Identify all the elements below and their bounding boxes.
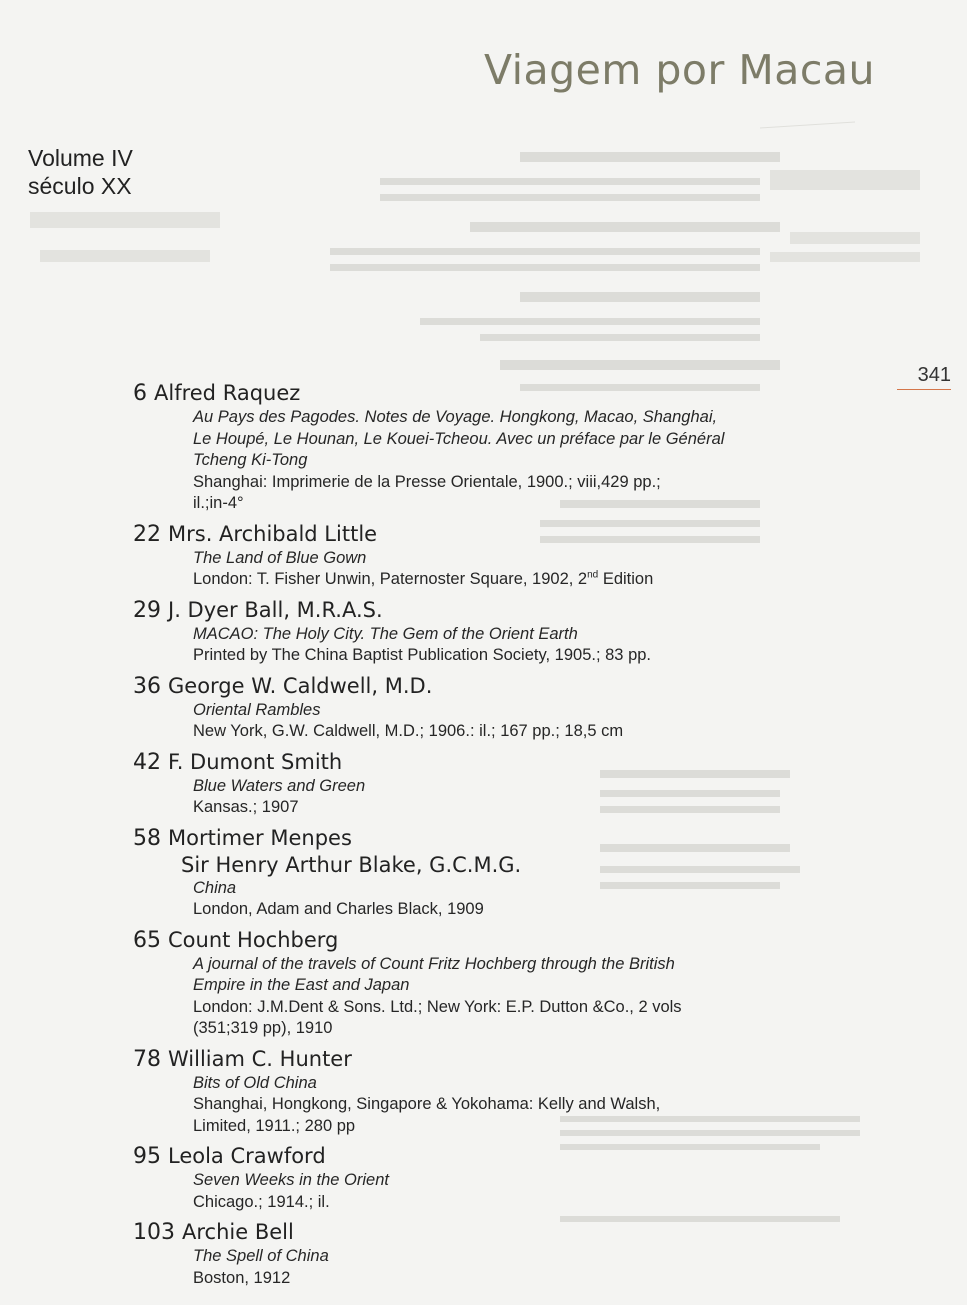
bibliography-entry [133,1046,833,1138]
volume-label [28,144,133,200]
entry-author: F. Dumont Smith [168,749,343,774]
entry-number: 58 [133,825,161,851]
volume-number: Volume IV [28,145,133,171]
entry-publication-line: Printed by The China Baptist Publication Society, 1905.; 83 pp. [193,646,652,664]
entry-author: Count Hochberg [168,927,339,952]
entry-title-line: The Spell of China [193,1247,329,1265]
entry-number: 36 [133,673,161,699]
entry-publication-line: Shanghai: Imprimerie de la Presse Orientale, 1900.; viii,429 pp.; [193,472,661,491]
entry-number: 6 [133,381,147,406]
entry-publication-main: London: T. Fisher Unwin, Paternoster Square, 1902, 2 [193,570,588,588]
bibliography-entry [133,521,833,591]
entry-number: 22 [133,521,161,547]
entry-publication-line: Limited, 1911.; 280 pp [193,1116,356,1135]
bibliography-list [133,380,833,1295]
entry-number: 42 [133,749,161,775]
entry-title-line: Empire in the East and Japan [193,976,410,994]
bibliography-entry [133,825,833,921]
entry-author: Archie Bell [182,1220,294,1244]
entry-title-line: MACAO: The Holy City. The Gem of the Orient Earth [193,624,578,643]
entry-publication-line: (351;319 pp), 1910 [193,1019,333,1037]
entry-number: 29 [133,597,161,623]
entry-publication-line: London, Adam and Charles Black, 1909 [193,900,484,918]
entry-publication-line: London: J.M.Dent & Sons. Ltd.; New York: E.P. Dutton &Co., 2 vols [193,997,682,1016]
entry-number: 103 [133,1220,175,1245]
entry-number: 95 [133,1144,161,1169]
entry-coauthor: Sir Henry Arthur Blake, G.C.M.G. [181,852,522,877]
entry-title-line: Au Pays des Pagodes. Notes de Voyage. Hongkong, Macao, Shanghai, [193,408,718,426]
edition-superscript: nd [587,569,599,581]
entry-title-line: The Land of Blue Gown [193,548,367,567]
entry-publication-line: il.;in-4° [193,494,244,512]
entry-author: Mortimer Menpes [168,825,352,850]
bibliography-entry [133,749,833,819]
entry-number: 78 [133,1046,161,1072]
entry-author: Alfred Raquez [154,381,301,405]
entry-author: Leola Crawford [168,1144,326,1168]
entry-title-line: Tcheng Ki-Tong [193,451,308,469]
bibliography-entry [133,1219,833,1289]
entry-title-line: Le Houpé, Le Hounan, Le Kouei-Tcheou. Avec un préface par le Général [193,429,725,448]
entry-author: George W. Caldwell, M.D. [168,673,433,698]
book-title: Viagem por Macau [483,46,875,94]
bibliography-entry [133,927,833,1040]
entry-publication-line: Chicago.; 1914.; il. [193,1192,330,1211]
entry-title-line: A journal of the travels of Count Fritz Hochberg through the British [193,954,675,973]
entry-title-line: China [193,878,237,897]
entry-author: Mrs. Archibald Little [168,521,378,546]
entry-publication-line: Kansas.; 1907 [193,798,299,816]
bibliography-entry [133,673,833,743]
entry-title-line: Seven Weeks in the Orient [193,1171,389,1189]
entry-publication-line [133,569,833,591]
entry-title-line: Oriental Rambles [193,700,321,719]
entry-title-line: Blue Waters and Green [193,776,366,795]
bibliography-entry [133,597,833,667]
entry-publication-line: Shanghai, Hongkong, Singapore & Yokohama: Kelly and Walsh, [193,1095,661,1113]
entry-publication-line: Boston, 1912 [193,1268,291,1287]
page-number: 341 [897,364,951,390]
entry-author: William C. Hunter [168,1046,352,1071]
entry-author: J. Dyer Ball, M.R.A.S. [168,597,383,622]
entry-title-line: Bits of Old China [193,1073,317,1092]
bibliography-entry [133,380,833,515]
century-label: século XX [28,173,132,199]
entry-number: 65 [133,927,161,953]
bibliography-entry [133,1143,833,1213]
entry-publication-line: New York, G.W. Caldwell, M.D.; 1906.: il.; 167 pp.; 18,5 cm [193,722,624,740]
entry-publication-tail: Edition [598,570,654,588]
